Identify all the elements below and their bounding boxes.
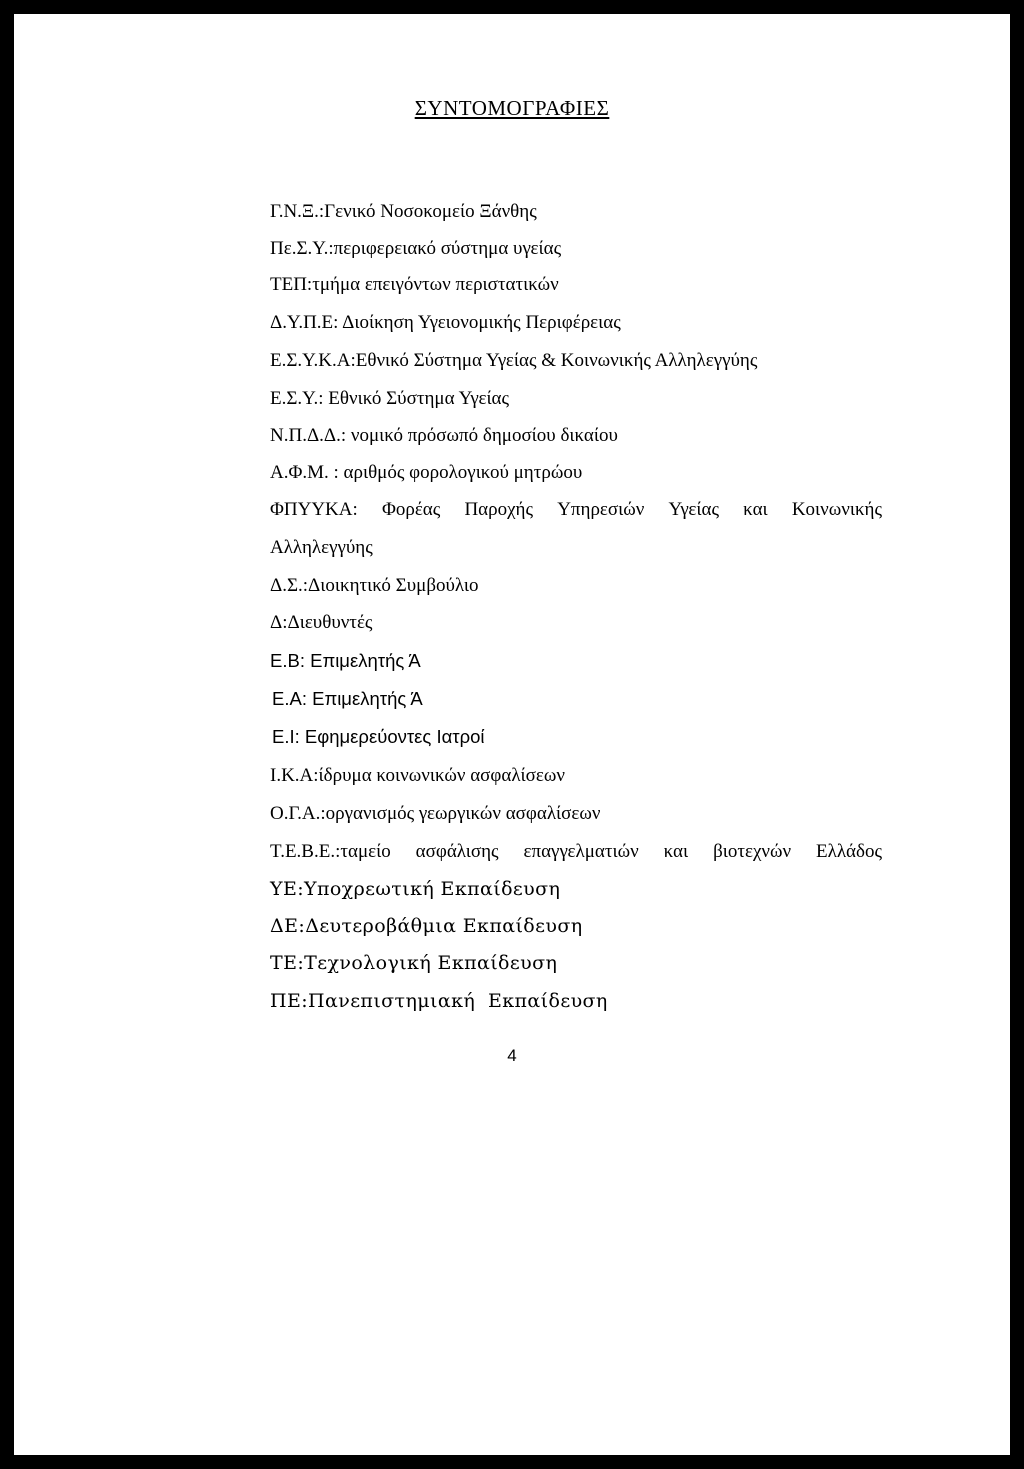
page-number: 4: [507, 1046, 517, 1065]
education-entry: ΠΕ:Πανεπιστημιακή Εκπαίδευση: [270, 990, 608, 1012]
word: Κοινωνικής: [791, 499, 882, 520]
education-entry: ΥΕ:Υποχρεωτική Εκπαίδευση: [270, 878, 561, 900]
word: ΦΠΥΥΚΑ:: [270, 499, 358, 520]
abbreviation-entry: Ο.Γ.Α.:οργανισμός γεωργικών ασφαλίσεων: [270, 803, 601, 824]
page-border-bottom: [0, 1455, 1024, 1469]
abbreviation-entry: Δ.Υ.Π.Ε: Διοίκηση Υγειονομικής Περιφέρειας: [270, 312, 621, 333]
abbreviation-entry: Ε.Σ.Υ.Κ.Α:Εθνικό Σύστημα Υγείας & Κοινωνικής Αλληλεγγύης: [270, 350, 758, 371]
education-entry: ΔΕ:Δευτεροβάθμια Εκπαίδευση: [270, 915, 583, 937]
abbreviation-entry: Α.Φ.Μ. : αριθμός φορολογικού μητρώου: [270, 462, 583, 483]
word: βιοτεχνών: [713, 841, 792, 862]
word: Παροχής: [464, 499, 534, 520]
page-border-left: [0, 0, 14, 1469]
word: και: [663, 841, 689, 862]
abbreviation-entry: Ν.Π.Δ.Δ.: νομικό πρόσωπό δημοσίου δικαίου: [270, 425, 618, 446]
word: επαγγελματιών: [523, 841, 639, 862]
abbreviation-entry: Δ:Διευθυντές: [270, 612, 373, 633]
abbreviation-entry: Γ.Ν.Ξ.:Γενικό Νοσοκομείο Ξάνθης: [270, 201, 537, 222]
page-border-right: [1010, 0, 1024, 1469]
word: ασφάλισης: [415, 841, 499, 862]
abbreviation-entry: Δ.Σ.:Διοικητικό Συμβούλιο: [270, 575, 479, 596]
word: Φορέας: [381, 499, 441, 520]
page-title: ΣΥΝΤΟΜΟΓΡΑΦΙΕΣ: [414, 96, 610, 120]
word: Υπηρεσιών: [557, 499, 645, 520]
word: Ελλάδος: [816, 841, 882, 862]
abbreviation-entry: Ε.Ι: Εφημερεύοντες Ιατροί: [272, 726, 485, 747]
abbreviation-entry: Ε.Α: Επιμελητής Ά: [272, 688, 423, 709]
page-border-top: [0, 0, 1024, 14]
abbreviation-entry-continuation: Αλληλεγγύης: [270, 537, 373, 558]
abbreviation-entry: Ε.Σ.Υ.: Εθνικό Σύστημα Υγείας: [270, 388, 510, 409]
word: Τ.Ε.Β.Ε.:ταμείο: [270, 841, 391, 862]
word: και: [743, 499, 768, 520]
abbreviation-entry: ΤΕΠ:τμήμα επειγόντων περιστατικών: [270, 274, 559, 295]
abbreviation-entry-fpyyka: [270, 497, 882, 523]
abbreviation-entry: Ι.Κ.Α:ίδρυμα κοινωνικών ασφαλίσεων: [270, 765, 565, 786]
abbreviation-entry: Πε.Σ.Υ.:περιφερειακό σύστημα υγείας: [270, 238, 562, 259]
abbreviation-entry-tebe: [270, 839, 882, 865]
abbreviation-entry: Ε.Β: Επιμελητής Ά: [270, 650, 421, 671]
word: Υγείας: [668, 499, 719, 520]
education-entry: ΤΕ:Τεχνολογική Εκπαίδευση: [270, 952, 558, 974]
